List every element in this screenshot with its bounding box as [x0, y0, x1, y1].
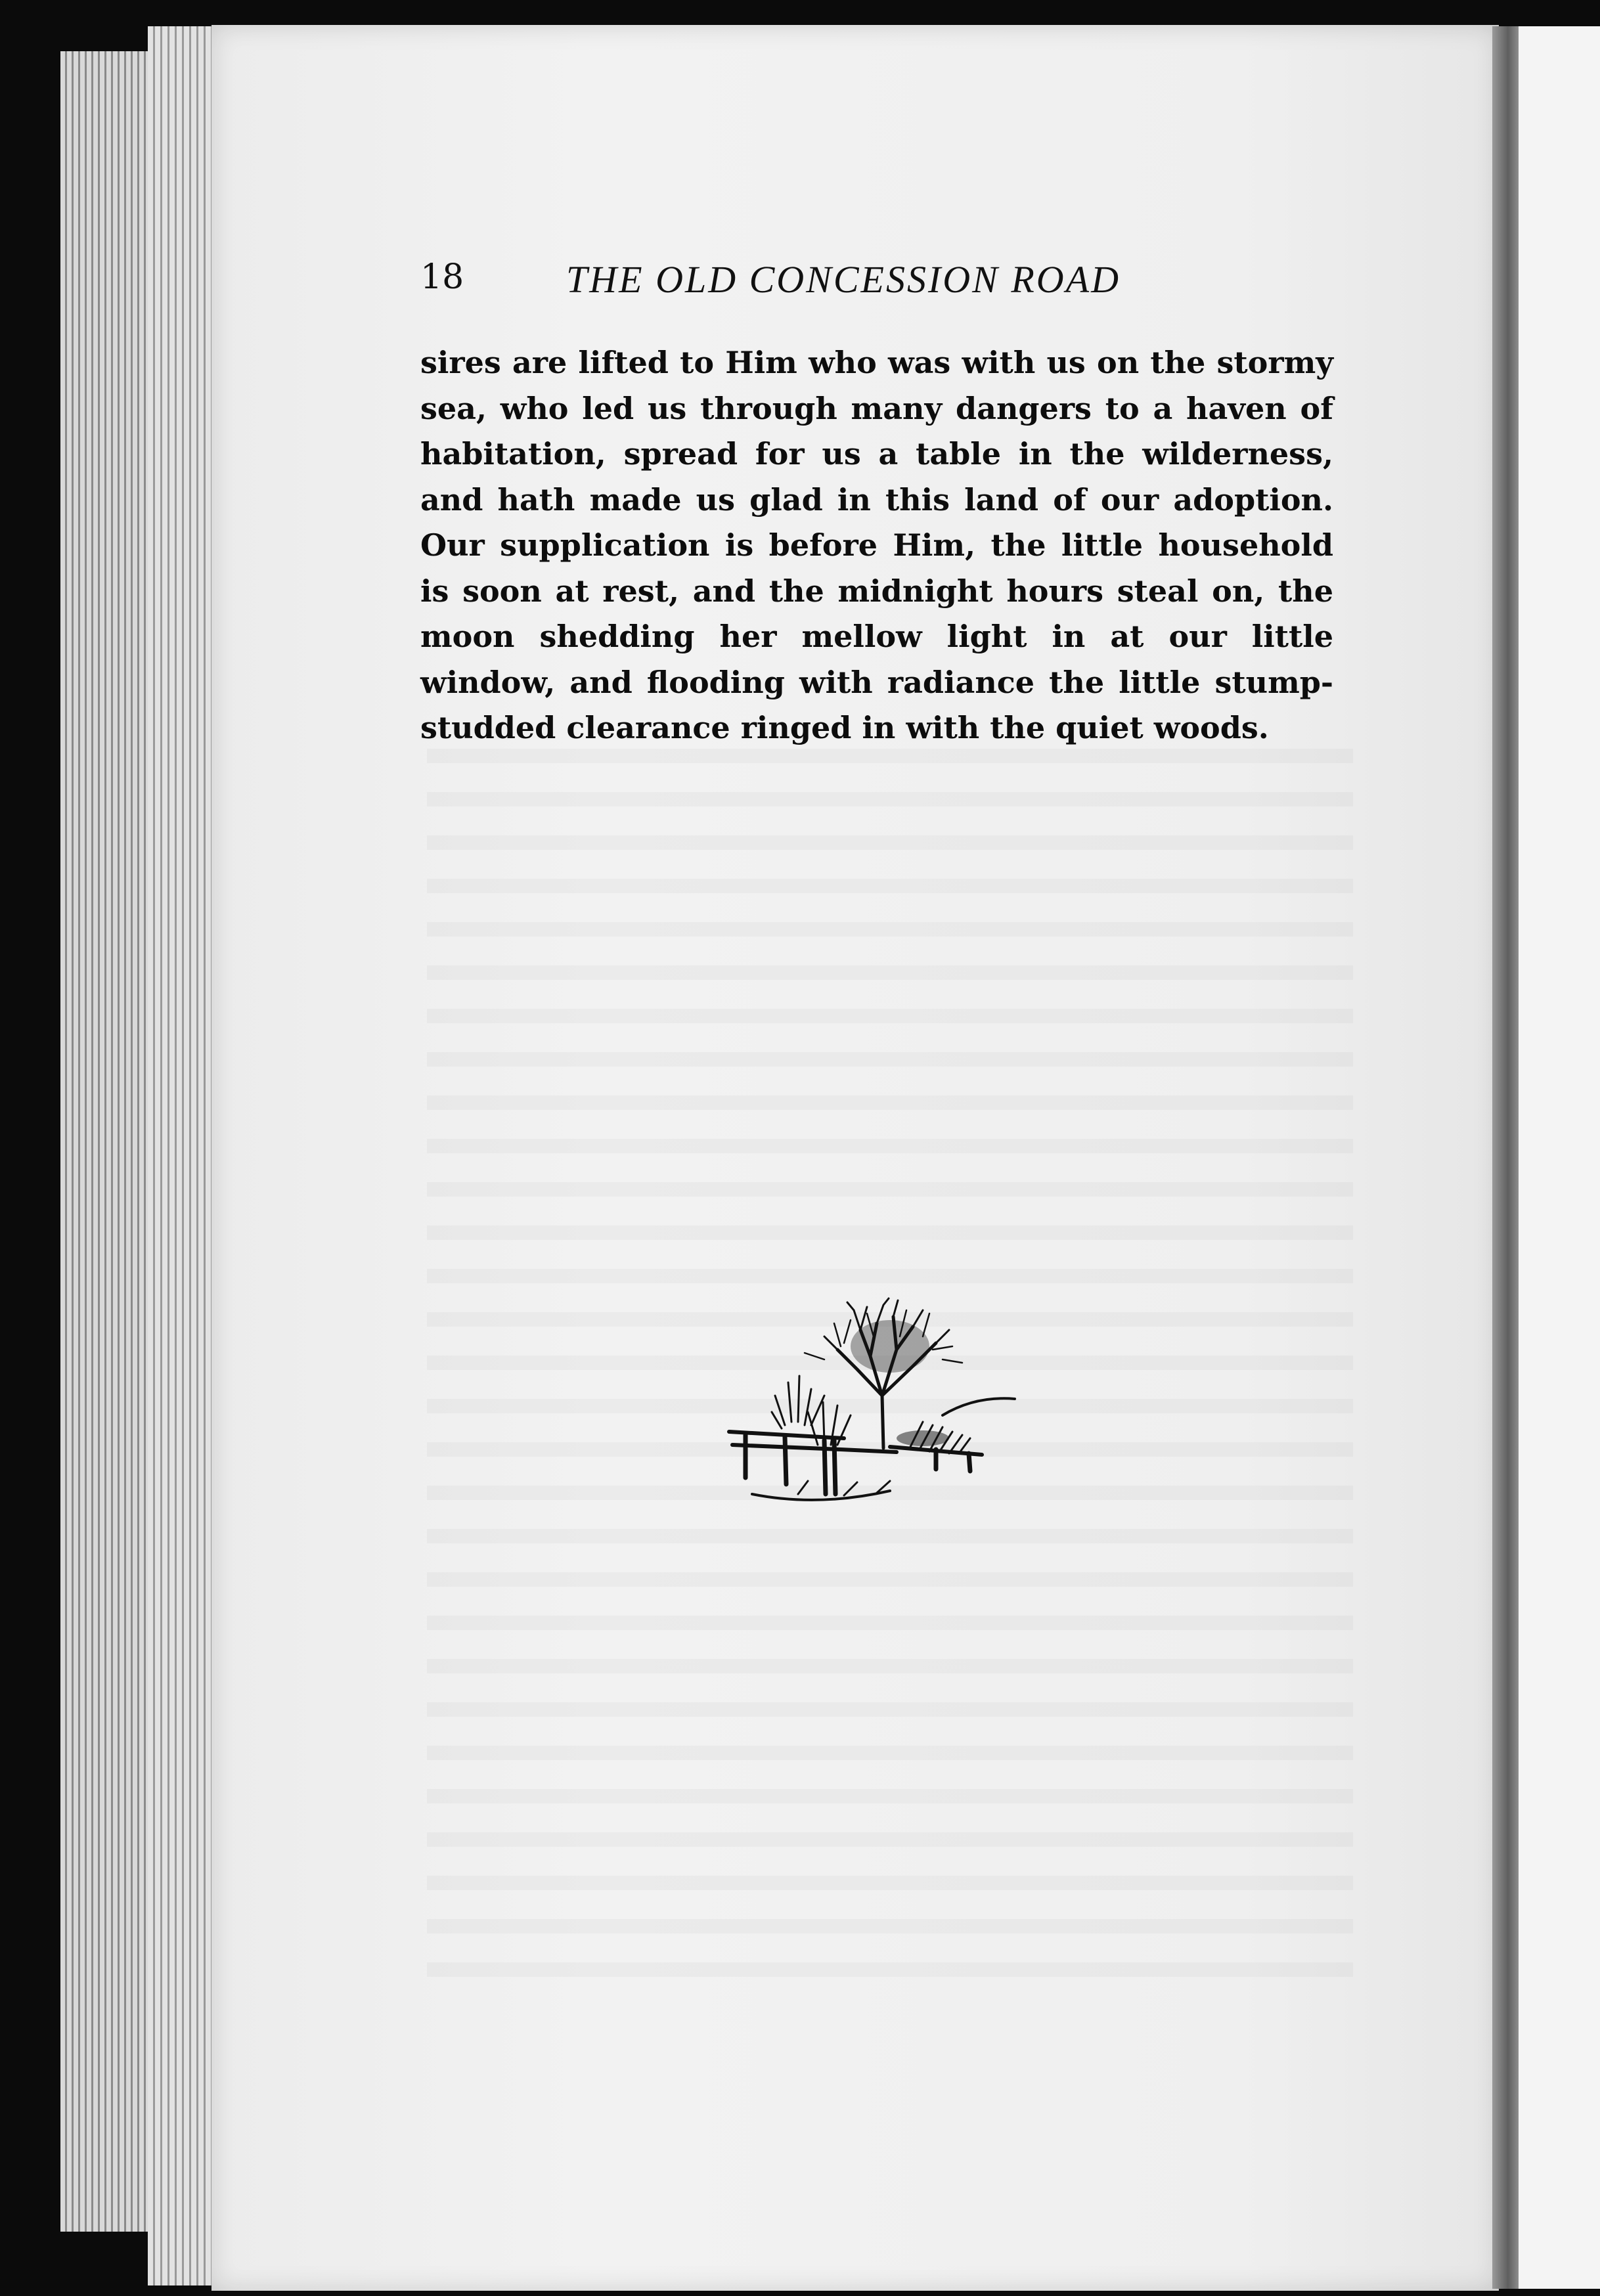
text-line: and hath made us glad in this land of our adoption.: [420, 481, 1333, 518]
page-header: [420, 257, 1353, 303]
text-line: sires are lifted to Him who was with us on the stormy: [420, 345, 1333, 380]
body-paragraph: [420, 340, 1333, 751]
text-line: moon shedding her mellow light in at our little: [420, 619, 1333, 654]
binding-gutter: [1492, 26, 1519, 2289]
text-line: habitation, spread for us a table in the wilderness,: [420, 436, 1333, 472]
facing-page-edge: [1519, 26, 1600, 2289]
text-line: window, and flooding with radiance the little stump-: [420, 664, 1333, 700]
text-line: Our supplication is before Him, the little household: [420, 527, 1333, 563]
running-head: THE OLD CONCESSION ROAD: [566, 258, 1121, 301]
tree-and-fence-vignette-icon: [726, 1297, 1041, 1507]
text-line: sea, who led us through many dangers to a haven of: [420, 390, 1333, 426]
page-number: 18: [420, 257, 464, 297]
text-line: studded clearance ringed in with the quiet woods.: [420, 710, 1269, 745]
text-line: is soon at rest, and the midnight hours steal on, the: [420, 573, 1333, 609]
